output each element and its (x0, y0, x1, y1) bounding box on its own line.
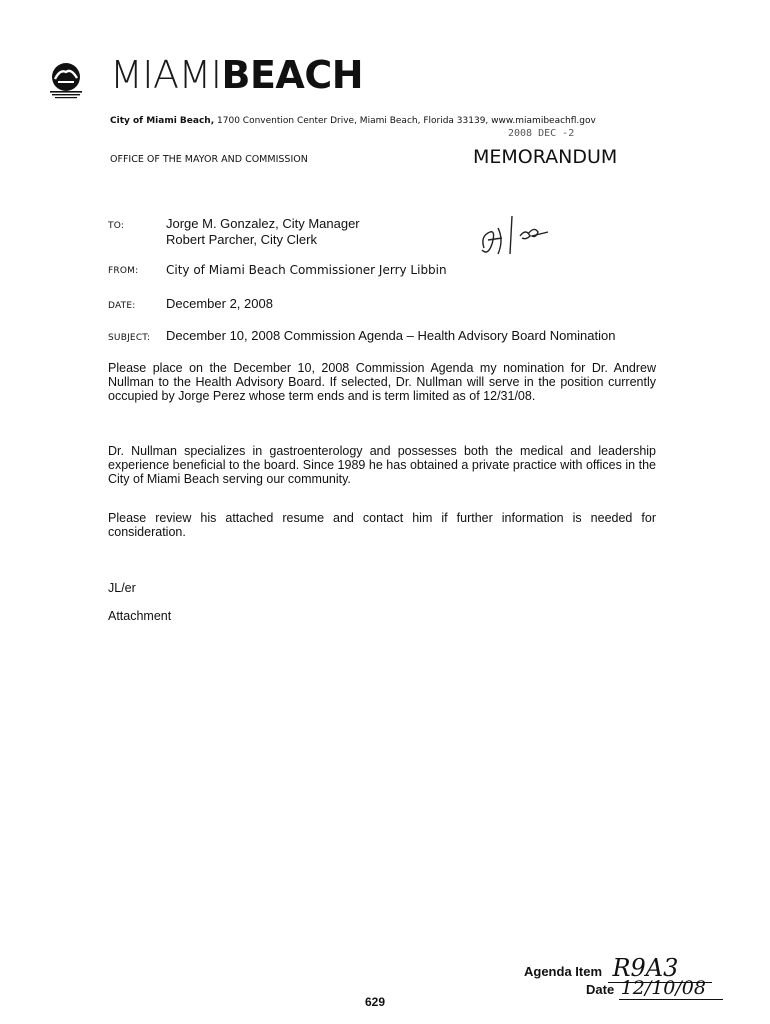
brand-bold: BEACH (221, 53, 364, 97)
brand-light: MIAMI (110, 53, 222, 97)
agenda-item-value: R9A3 (608, 954, 712, 983)
date-label: DATE: (108, 301, 136, 311)
office-name: OFFICE OF THE MAYOR AND COMMISSION (110, 154, 308, 165)
to-recipient-2: Robert Parcher, City Clerk (166, 232, 317, 247)
date-value: December 2, 2008 (166, 296, 273, 311)
agenda-item-label: Agenda Item (524, 964, 603, 979)
letterhead-address (110, 116, 596, 126)
subject-label: SUBJECT: (108, 333, 151, 343)
agenda-block (524, 950, 724, 1000)
brand-wordmark (110, 53, 364, 97)
agenda-date-value: 12/10/08 (619, 977, 723, 1000)
to-label: TO: (108, 221, 125, 231)
agenda-date-label: Date (586, 982, 615, 997)
address-text: 1700 Convention Center Drive, Miami Beach, Florida 33139, www.miamibeachfl.gov (217, 116, 596, 126)
page-number: 629 (365, 995, 386, 1009)
from-label: FROM: (108, 266, 139, 276)
received-stamp: 2008 DEC -2 (508, 128, 575, 139)
body-paragraph-2: Dr. Nullman specializes in gastroenterology and possesses both the medical and leadership experience beneficial to the board. Since 1989 he has obtained a private practice with offices in the City of Miami Beach serving our community. (108, 444, 656, 486)
body-paragraph-3: Please review his attached resume and contact him if further information is needed for consideration. (108, 511, 656, 539)
initials: JL/er (108, 581, 136, 595)
body-paragraph-1: Please place on the December 10, 2008 Commission Agenda my nomination for Dr. Andrew Nullman to the Health Advisory Board. If selected, Dr. Nullman will serve in the position currently occupied by Jorge Perez whose term ends and is term limited as of 12/31/08. (108, 361, 656, 403)
to-recipient-1: Jorge M. Gonzalez, City Manager (166, 216, 360, 231)
document-type: MEMORANDUM (473, 146, 618, 168)
subject-value: December 10, 2008 Commission Agenda – Health Advisory Board Nomination (166, 328, 616, 343)
city-seal-icon (46, 60, 86, 100)
handwritten-initials (476, 210, 566, 260)
from-value: City of Miami Beach Commissioner Jerry Libbin (166, 263, 447, 277)
attachment-note: Attachment (108, 609, 172, 623)
city-name: City of Miami Beach, (110, 116, 215, 126)
